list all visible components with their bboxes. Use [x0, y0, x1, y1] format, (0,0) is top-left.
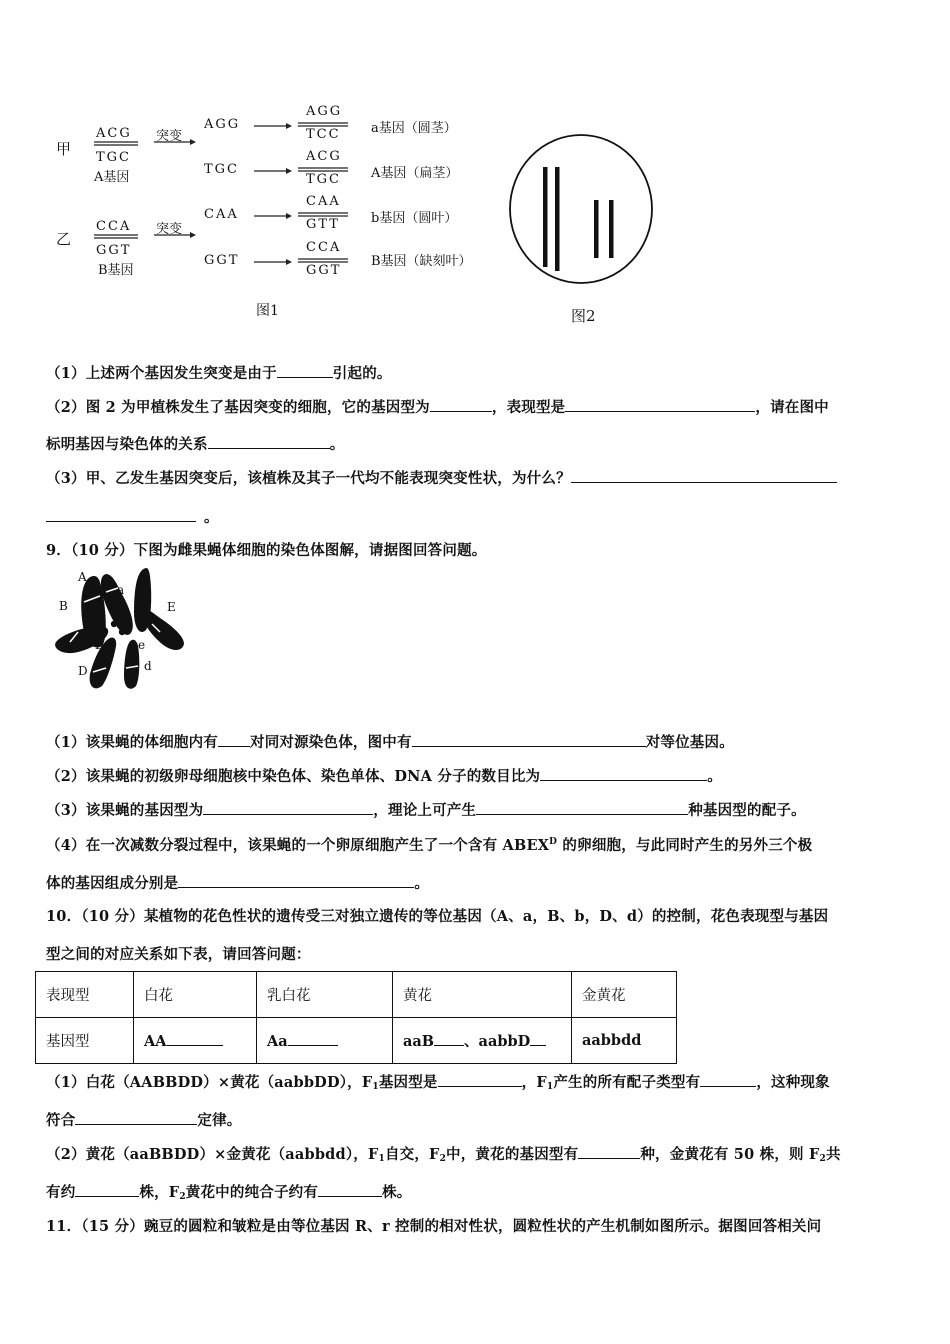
q9-p1-blank-alleles[interactable]: [412, 733, 646, 747]
table-header-cell: 表现型: [36, 972, 134, 1018]
jia-bottom-strand: TGC: [96, 150, 132, 165]
figure-1-caption: 图1: [256, 303, 279, 319]
genotype-yellow-1: aaB: [403, 1033, 435, 1050]
row2-bottom: TGC: [306, 172, 342, 187]
yi-bottom-strand: GGT: [96, 243, 132, 258]
q8-part3: [46, 467, 837, 488]
yi-top-strand: CCA: [96, 219, 132, 234]
q11-title: 11．（15 分）豌豆的圆粒和皱粒是由等位基因 R、r 控制的相对性状，圆粒性状的产生机制如图所示。据图回答相关问: [46, 1218, 822, 1235]
figure-1: [50, 100, 500, 325]
q10-p2-sub3: 2: [819, 1154, 826, 1164]
figure-2-caption: 图2: [571, 307, 596, 325]
q10-p2-blank-total[interactable]: [75, 1183, 139, 1197]
q10-p1-blank-genotype[interactable]: [438, 1073, 522, 1087]
row4-label: B基因（缺刻叶）: [371, 254, 472, 269]
q9-p1-text-end: 对等位基因。: [645, 734, 734, 751]
q9-part1: [46, 731, 734, 752]
q8-part3-cont: [46, 506, 219, 527]
row1-top: AGG: [306, 104, 343, 119]
q10-p2-text: （2）黄花（aaBBDD）×金黄花（aabbdd），F: [46, 1146, 379, 1163]
q8-p2-text-mid: ，表现型是: [491, 399, 566, 416]
row4-bottom: GGT: [306, 263, 342, 278]
q10-p1-blank-gametes[interactable]: [700, 1073, 756, 1087]
q8-p1-text: （1）上述两个基因发生突变是由于: [46, 365, 277, 382]
table-header-cell: 金黄花: [572, 972, 677, 1018]
yi-gene-label: B基因: [98, 263, 134, 278]
q10-part2: [46, 1143, 841, 1164]
q8-p2-blank-genotype[interactable]: [430, 398, 492, 412]
row1-bottom: TCC: [306, 127, 341, 142]
q8-p3-text: （3）甲、乙发生基因突变后，该植株及其子一代均不能表现突变性状，为什么？: [46, 470, 571, 487]
q10-p1-text-g: 定律。: [197, 1112, 242, 1129]
q10-p2-text-b: 自交，F: [384, 1146, 440, 1163]
genotype-milky: Aa: [267, 1032, 288, 1050]
row3-top: CAA: [306, 194, 341, 209]
q10-p1-text-e: ，这种现象: [756, 1074, 830, 1091]
q9-part4-cont: [46, 872, 429, 893]
q8-p3-text-period: 。: [204, 509, 219, 526]
q9-p4-blank[interactable]: [178, 874, 414, 888]
q10-p1-sub2: 1: [546, 1082, 554, 1092]
row1-label: a基因（圆茎）: [371, 121, 457, 136]
q10-p2-text-d: 种，金黄花有 50 株，则 F: [640, 1146, 820, 1163]
q9-p3-blank-gametes[interactable]: [476, 801, 688, 815]
q9-part2: [46, 765, 722, 786]
q10-p2-text-h: 黄花中的纯合子约有: [185, 1184, 319, 1201]
chromosome-3: [594, 200, 599, 258]
q10-p2-sub4: 2: [179, 1192, 186, 1202]
gene-label-d: d: [144, 659, 152, 673]
row1-strand: AGG: [204, 117, 241, 132]
q10-p1-sub: 1: [372, 1082, 379, 1092]
q8-p2-text-period: 。: [329, 436, 345, 453]
q9-p2-text-end: 。: [707, 768, 722, 785]
row3-strand: CAA: [204, 207, 239, 222]
q8-part2: [46, 396, 829, 417]
genotype-white: AA: [144, 1032, 167, 1050]
gene-label-B: B: [59, 599, 68, 613]
q9-p1-text: （1）该果蝇的体细胞内有: [46, 734, 218, 751]
chromosome-right-curve: [142, 609, 184, 650]
table-header-cell: 白花: [134, 972, 257, 1018]
q10-p2-text-c: 中，黄花的基因型有: [446, 1146, 579, 1163]
q10-part1: [46, 1071, 830, 1092]
q10-title-cont: 型之间的对应关系如下表，请回答问题：: [46, 946, 311, 963]
gene-label-E: E: [167, 600, 176, 614]
q9-p2-text: （2）该果蝇的初级卵母细胞核中染色体、染色单体、DNA 分子的数目比为: [46, 768, 541, 785]
q9-p1-blank-pairs[interactable]: [218, 733, 250, 747]
q8-p3-blank-cont[interactable]: [46, 508, 196, 522]
q10-p1-text-f: 符合: [46, 1112, 76, 1129]
table-row: [36, 1018, 677, 1064]
q10-p1-blank-law[interactable]: [75, 1111, 197, 1125]
row2-top: ACG: [306, 149, 342, 164]
chromosome-dot-1: [111, 621, 117, 627]
q10-p2-blank-homozygous[interactable]: [318, 1183, 382, 1197]
q8-p2-text-cont: 标明基因与染色体的关系: [46, 436, 208, 453]
q9-title: 9．（10 分）下图为雌果蝇体细胞的染色体图解，请据图回答问题。: [46, 542, 487, 559]
q9-p4-text-period: 。: [414, 875, 430, 892]
figure-2-cell: [505, 125, 660, 285]
row4-strand: GGT: [204, 253, 240, 268]
table-header-cell: 乳白花: [257, 972, 393, 1018]
q8-p2-text-end: ，请在图中: [755, 399, 829, 416]
q10-p2-sub: 1: [378, 1154, 385, 1164]
blank-yellow-2[interactable]: [530, 1032, 546, 1046]
chromosome-dot-2: [119, 629, 125, 635]
jia-gene-label: A基因: [94, 170, 130, 185]
q10-p2-text-f: 有约: [46, 1184, 76, 1201]
q10-p1-text-c: ，F: [521, 1074, 547, 1091]
q10-p2-blank-genotypes[interactable]: [578, 1145, 640, 1159]
chromosome-1: [543, 167, 548, 267]
q9-p3-blank-genotype[interactable]: [203, 801, 373, 815]
label-yi: 乙: [56, 230, 72, 248]
q10-p2-sub2: 2: [439, 1154, 447, 1164]
label-jia: 甲: [56, 140, 72, 158]
q9-part4: [46, 834, 812, 855]
blank-milky[interactable]: [288, 1032, 338, 1046]
blank-white[interactable]: [167, 1032, 223, 1046]
table-row: [36, 972, 677, 1018]
jia-top-strand: ACG: [96, 126, 132, 141]
q8-p1-text-end: 引起的。: [332, 365, 392, 382]
mutation-label-yi: 突变: [156, 222, 183, 237]
genotype-yellow-2: 、aabbD: [464, 1033, 531, 1050]
gene-label-a: a: [117, 583, 125, 597]
gene-label-e: e: [138, 638, 146, 652]
gene-label-B2: B: [95, 638, 104, 652]
q10-title: 10．（10 分）某植物的花色性状的遗传受三对独立遗传的等位基因（A、a，B、b，D、d）的控制，花色表现型与基因: [46, 908, 829, 925]
q8-p1-blank[interactable]: [277, 364, 333, 378]
q10-p1-text: （1）白花（AABBDD）×黄花（aabbDD），F: [46, 1074, 373, 1091]
blank-yellow-1[interactable]: [434, 1032, 464, 1046]
row2-label: A基因（扁茎）: [371, 166, 459, 181]
q9-part3: [46, 799, 806, 820]
row3-bottom: GTT: [306, 217, 340, 232]
q10-p2-text-g: 株，F: [139, 1184, 180, 1201]
row3-label: b基因（圆叶）: [371, 211, 458, 226]
q8-part1: [46, 362, 392, 383]
table-cell-yellow: [393, 1018, 572, 1064]
q8-part2-cont: [46, 433, 344, 454]
q10-p1-text-b: 基因型是: [378, 1074, 438, 1091]
q9-p4-text: （4）在一次减数分裂过程中，该果蝇的一个卵原细胞产生了一个含有 ABEX: [46, 837, 550, 854]
q10-part2-cont: [46, 1181, 412, 1202]
table-cell: 基因型: [36, 1018, 134, 1064]
chromosome-2: [555, 167, 560, 271]
mutation-label-jia: 突变: [156, 129, 183, 144]
q9-p3-text: （3）该果蝇的基因型为: [46, 802, 204, 819]
q8-p2-text: （2）图 2 为甲植株发生了基因突变的细胞，它的基因型为: [46, 399, 430, 416]
table-cell-milky: [257, 1018, 393, 1064]
q9-p4-text-end: 的卵细胞，与此同时产生的另外三个极: [557, 837, 813, 854]
chromosome-4: [609, 200, 614, 258]
row4-top: CCA: [306, 240, 342, 255]
phenotype-genotype-table: [35, 971, 677, 1064]
q9-p4-text-cont: 体的基因组成分别是: [46, 875, 179, 892]
q9-p4-superscript: D: [549, 837, 558, 847]
q10-part1-cont: [46, 1109, 242, 1130]
q8-p2-blank-phenotype[interactable]: [565, 398, 755, 412]
q9-p1-text-mid: 对同对源染色体，图中有: [250, 734, 412, 751]
table-header-cell: 黄花: [393, 972, 572, 1018]
gene-label-D: D: [78, 664, 88, 678]
table-cell-gold: aabbdd: [572, 1018, 677, 1064]
q10-p2-text-i: 株。: [382, 1184, 412, 1201]
q9-p3-text-end: 种基因型的配子。: [688, 802, 806, 819]
row2-strand: TGC: [204, 162, 240, 177]
q10-p2-text-e: 共: [825, 1146, 841, 1163]
q9-p2-blank[interactable]: [540, 767, 707, 781]
q9-p3-text-mid: ，理论上可产生: [373, 802, 477, 819]
table-cell-white: [134, 1018, 257, 1064]
q8-p3-blank[interactable]: [571, 469, 837, 483]
gene-label-A: A: [78, 570, 87, 584]
q8-p2-blank-relation[interactable]: [208, 435, 330, 449]
q10-p1-text-d: 产生的所有配子类型有: [553, 1074, 701, 1091]
